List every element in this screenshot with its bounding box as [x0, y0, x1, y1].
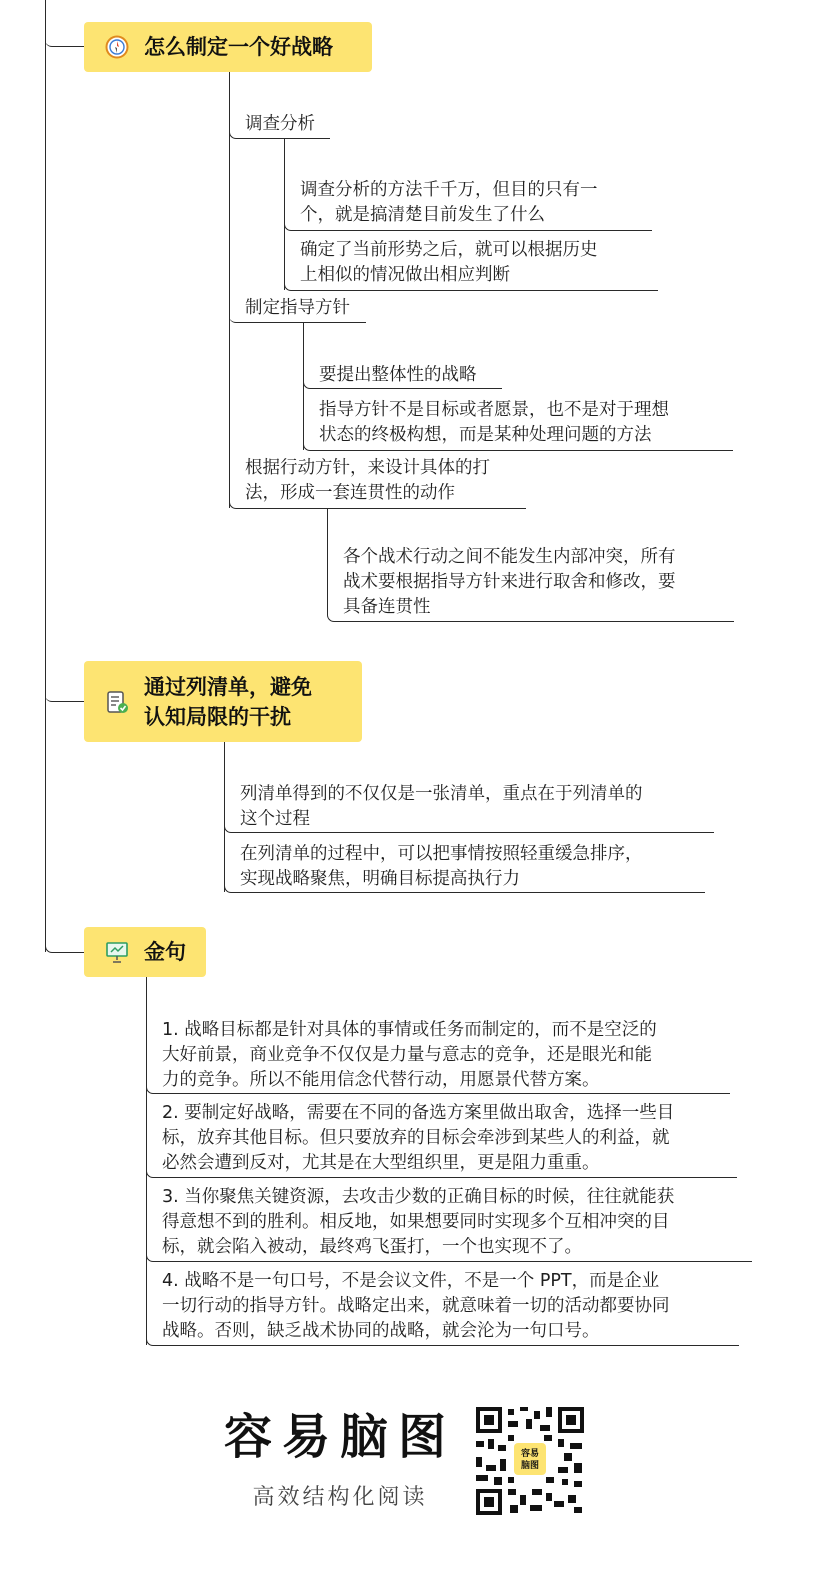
presentation-board-icon — [104, 939, 130, 965]
topic-strategy-how[interactable] — [84, 22, 372, 72]
topic-title: 怎么制定一个好战略 — [144, 35, 333, 59]
trunk-to-topic-1 — [45, 0, 85, 47]
trunk-to-topic-2 — [45, 620, 85, 702]
quote-3[interactable]: 3. 当你聚焦关键资源，去攻击少数的正确目标的时候，往往就能获 得意想不到的胜利。相反地，如果想要同时实现多个互相冲突的目 标，就会陷入被动，最终鸡飞蛋打，一个也实现不了。 — [162, 1187, 675, 1257]
branch-action[interactable]: 根据行动方针，来设计具体的打 法，形成一套连贯性的动作 — [245, 458, 490, 503]
branch-investigate[interactable]: 调查分析 — [245, 114, 315, 134]
topic-golden-quotes[interactable] — [84, 927, 206, 977]
brand-logo-text: 容易脑图 — [223, 1409, 456, 1465]
brand-slogan: 高效结构化阅读 — [252, 1485, 428, 1510]
qr-code-icon[interactable] — [474, 1405, 586, 1517]
leaf-investigate-2[interactable]: 确定了当前形势之后，就可以根据历史 上相似的情况做出相应判断 — [300, 240, 598, 285]
leaf-investigate-1[interactable]: 调查分析的方法千千万，但目的只有一 个，就是搞清楚目前发生了什么 — [300, 180, 598, 225]
leaf-checklist-2[interactable]: 在列清单的过程中，可以把事情按照轻重缓急排序， 实现战略聚焦，明确目标提高执行力 — [240, 844, 643, 889]
leaf-action-1[interactable]: 各个战术行动之间不能发生内部冲突，所有 战术要根据指导方针来进行取舍和修改，要 具备连贯性 — [343, 547, 676, 617]
trunk-line — [45, 0, 46, 952]
leaf-guideline-2[interactable]: 指导方针不是目标或者愿景，也不是对于理想 状态的终极构想，而是某种处理问题的方法 — [319, 400, 669, 445]
topic-title: 金句 — [144, 940, 186, 964]
quote-1[interactable]: 1. 战略目标都是针对具体的事情或任务而制定的，而不是空泛的 大好前景，商业竞争不仅仅是力量与意志的竞争，还是眼光和能 力的竞争。所以不能用信念代替行动，用愿景代替方案。 — [162, 1020, 657, 1090]
svg-text:脑图: 脑图 — [520, 1461, 540, 1471]
topic-title: 通过列清单，避免 认知局限的干扰 — [144, 674, 312, 729]
compass-icon — [104, 34, 130, 60]
leaf-guideline-1[interactable]: 要提出整体性的战略 — [319, 365, 477, 385]
trunk-to-topic-3 — [45, 870, 86, 953]
quote-2[interactable]: 2. 要制定好战略，需要在不同的备选方案里做出取舍，选择一些目 标，放弃其他目标。但只要放弃的目标会牵涉到某些人的利益，就 必然会遭到反对，尤其是在大型组织里，更是阻力重重。 — [162, 1103, 675, 1173]
leaf-checklist-1[interactable]: 列清单得到的不仅仅是一张清单，重点在于列清单的 这个过程 — [240, 784, 643, 829]
checklist-icon — [104, 689, 130, 715]
branch-guideline[interactable]: 制定指导方针 — [245, 298, 350, 318]
quote-4[interactable]: 4. 战略不是一句口号，不是会议文件，不是一个 PPT，而是企业 一切行动的指导方针。战略定出来，就意味着一切的活动都要协同 战略。否则，缺乏战术协同的战略，就会沦为一句口号。 — [162, 1271, 670, 1341]
svg-text:容易: 容易 — [520, 1449, 540, 1459]
topic-checklist[interactable] — [84, 661, 362, 742]
